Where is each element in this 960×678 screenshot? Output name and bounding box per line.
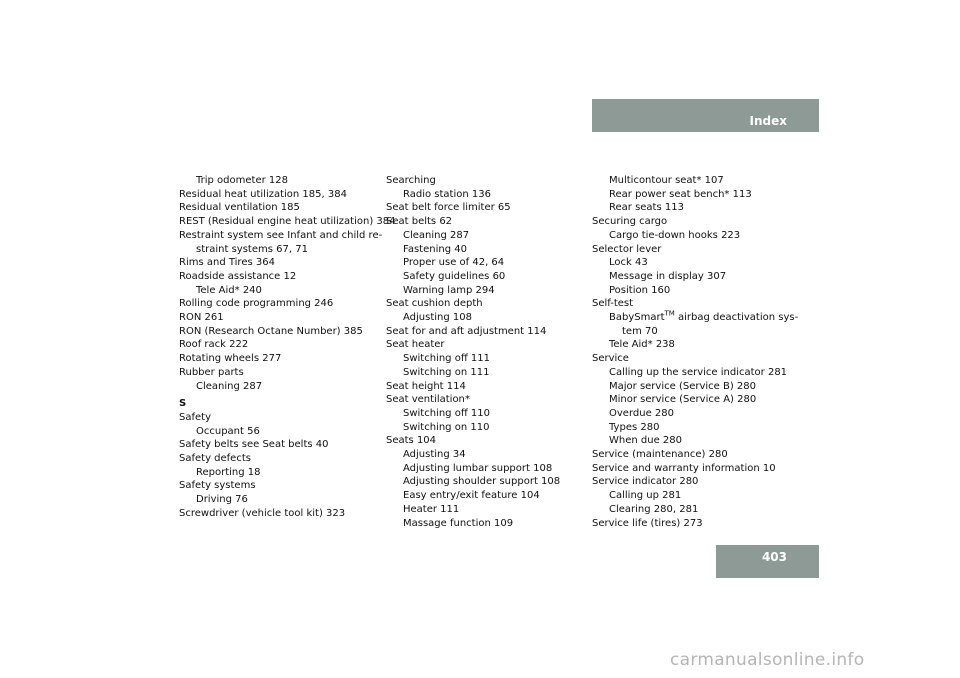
index-entry	[179, 311, 379, 325]
entry-text: Message in display 307	[609, 270, 727, 282]
entry-text: Safety	[179, 411, 211, 423]
index-letter-heading	[179, 397, 379, 411]
index-subentry	[179, 425, 379, 439]
index-entry	[386, 215, 586, 229]
entry-text: Switching on 111	[403, 366, 490, 378]
entry-text: RON 261	[179, 312, 224, 324]
index-subentry	[592, 188, 802, 202]
index-entry	[179, 325, 379, 339]
entry-text: Selector lever	[592, 243, 662, 255]
entry-text: Occupant 56	[196, 425, 260, 437]
index-subentry	[592, 338, 802, 352]
index-entry	[179, 352, 379, 366]
index-subentry	[179, 380, 379, 394]
index-column-2	[386, 174, 586, 530]
entry-text: Service (maintenance) 280	[592, 449, 728, 461]
index-entry	[179, 270, 379, 284]
index-entry	[179, 479, 379, 493]
index-entry	[592, 352, 802, 366]
entry-text: Rear seats 113	[609, 202, 684, 214]
index-subentry	[592, 407, 802, 421]
entry-text: Fastening 40	[403, 243, 467, 255]
index-subentry	[386, 503, 586, 517]
entry-text: Warning lamp 294	[403, 284, 495, 296]
entry-text: Searching	[386, 175, 436, 186]
entry-text: Clearing 280, 281	[609, 503, 699, 515]
entry-text: Residual ventilation 185	[179, 202, 300, 214]
index-subentry	[592, 311, 802, 325]
index-subentry	[592, 434, 802, 448]
entry-text: Minor service (Service A) 280	[609, 394, 757, 406]
index-subentry	[592, 503, 802, 517]
entry-text: Safety belts see Seat belts 40	[179, 439, 329, 451]
entry-text: Seat heater	[386, 339, 445, 351]
index-entry	[179, 452, 379, 466]
index-entry	[386, 174, 586, 188]
index-column-1	[179, 174, 396, 521]
index-subentry	[386, 188, 586, 202]
entry-text: Adjusting lumbar support 108	[403, 462, 553, 474]
index-entry	[179, 256, 379, 270]
index-subentry	[179, 466, 379, 480]
entry-text: Service and warranty information 10	[592, 462, 776, 474]
index-subentry	[592, 421, 802, 435]
index-subentry	[386, 462, 586, 476]
entry-text: Radio station 136	[403, 188, 491, 200]
index-subentry	[592, 284, 802, 298]
entry-text: Easy entry/exit feature 104	[403, 490, 540, 502]
index-column-3	[592, 174, 802, 530]
entry-text: Seat cushion depth	[386, 298, 483, 310]
index-entry	[386, 434, 586, 448]
entry-text: Seat belts 62	[386, 216, 453, 228]
entry-text: BabySmart	[609, 312, 665, 324]
entry-text: RON (Research Octane Number) 385	[179, 325, 363, 337]
entry-text: Seat ventilation*	[386, 394, 470, 406]
index-entry	[386, 380, 586, 394]
entry-text: S	[179, 398, 187, 410]
entry-text: Cleaning 287	[403, 229, 470, 241]
index-subentry	[386, 475, 586, 489]
entry-text: REST (Residual engine heat utilization) 384	[179, 216, 396, 228]
index-entry	[179, 411, 379, 425]
entry-text: Residual heat utilization 185, 384	[179, 188, 347, 200]
index-subentry	[386, 407, 586, 421]
index-entry	[179, 215, 396, 229]
index-entry	[386, 325, 586, 339]
index-subentry	[386, 366, 586, 380]
entry-text: Seat for and aft adjustment 114	[386, 325, 547, 337]
index-subentry	[179, 493, 379, 507]
entry-text: Cargo tie-down hooks 223	[609, 229, 741, 241]
entry-text: Service indicator 280	[592, 476, 699, 488]
entry-text: Securing cargo	[592, 216, 668, 228]
index-subentry	[592, 270, 802, 284]
index-subentry	[592, 393, 802, 407]
index-entry	[592, 243, 802, 257]
index-subentry	[592, 174, 802, 188]
entry-text: Cleaning 287	[196, 380, 263, 392]
index-entry	[179, 229, 383, 243]
entry-text: Adjusting 108	[403, 312, 472, 324]
entry-text: Rubber parts	[179, 366, 244, 378]
index-entry	[592, 448, 802, 462]
index-entry	[179, 366, 379, 380]
entry-text: Seat belt force limiter 65	[386, 202, 511, 214]
entry-text: Driving 76	[196, 494, 248, 506]
index-subentry	[386, 421, 586, 435]
index-entry	[592, 475, 802, 489]
entry-text: Major service (Service B) 280	[609, 380, 757, 392]
watermark: carmanualsonline.info	[670, 650, 865, 670]
entry-text: Seat height 114	[386, 380, 466, 392]
index-subentry	[592, 229, 802, 243]
entry-text: Multicontour seat* 107	[609, 175, 724, 186]
entry-text: Switching off 111	[403, 353, 490, 365]
entry-text: Calling up the service indicator 281	[609, 366, 788, 378]
entry-text: Self-test	[592, 298, 634, 310]
entry-text: straint systems 67, 71	[196, 243, 308, 255]
index-entry	[179, 438, 379, 452]
entry-text: Rolling code programming 246	[179, 298, 334, 310]
index-subentry	[386, 489, 586, 503]
page-number: 403	[761, 550, 787, 564]
section-title: Index	[749, 114, 787, 128]
entry-text: Trip odometer 128	[196, 175, 288, 186]
index-subentry	[386, 229, 586, 243]
index-subentry	[179, 243, 379, 257]
index-subentry	[592, 366, 802, 380]
index-entry	[179, 507, 379, 521]
index-entry	[386, 338, 586, 352]
entry-text: Tele Aid* 240	[196, 284, 262, 296]
index-subentry	[386, 517, 586, 531]
entry-text: Proper use of 42, 64	[403, 257, 505, 269]
entry-text: Reporting 18	[196, 466, 261, 478]
entry-text: Screwdriver (vehicle tool kit) 323	[179, 507, 346, 519]
index-entry	[592, 517, 802, 531]
entry-text: Types 280	[609, 421, 660, 433]
entry-text: Roof rack 222	[179, 339, 249, 351]
index-subentry	[592, 489, 802, 503]
index-subentry	[386, 243, 586, 257]
entry-text: Adjusting shoulder support 108	[403, 476, 561, 488]
section-header-tab	[592, 99, 819, 132]
entry-text: tem 70	[622, 325, 658, 337]
entry-text: Roadside assistance 12	[179, 270, 297, 282]
entry-text: When due 280	[609, 435, 682, 447]
index-entry	[386, 393, 586, 407]
entry-text: Calling up 281	[609, 490, 682, 502]
entry-text: Service life (tires) 273	[592, 517, 703, 529]
index-subentry	[386, 352, 586, 366]
index-entry	[179, 201, 379, 215]
index-subentry	[386, 448, 586, 462]
index-subentry	[386, 270, 586, 284]
entry-text: Safety systems	[179, 480, 256, 492]
entry-text: Restraint system see Infant and child re-	[179, 229, 383, 241]
index-subentry	[179, 284, 379, 298]
index-subentry	[179, 174, 379, 188]
index-entry	[592, 215, 802, 229]
index-entry	[386, 297, 586, 311]
index-entry	[386, 201, 586, 215]
trademark-superscript: TM	[664, 309, 675, 318]
entry-text: Safety guidelines 60	[403, 270, 506, 282]
entry-text: Service	[592, 353, 629, 365]
page-number-tab	[716, 545, 819, 578]
index-entry	[592, 297, 802, 311]
index-subentry	[592, 201, 802, 215]
entry-text: Heater 111	[403, 503, 460, 515]
entry-text: Tele Aid* 238	[609, 339, 675, 351]
entry-text-continued: airbag deactivation sys-	[674, 312, 799, 324]
index-entry	[179, 297, 379, 311]
entry-text: Safety defects	[179, 453, 251, 465]
entry-text: Rotating wheels 277	[179, 353, 282, 365]
entry-text: Rims and Tires 364	[179, 257, 275, 269]
index-subentry	[386, 256, 586, 270]
index-subentry	[592, 256, 802, 270]
index-subentry	[386, 284, 586, 298]
index-subentry	[386, 311, 586, 325]
entry-text: Switching on 110	[403, 421, 490, 433]
entry-text: Switching off 110	[403, 407, 490, 419]
entry-text: Overdue 280	[609, 407, 674, 419]
entry-text: Massage function 109	[403, 517, 514, 529]
entry-text: Adjusting 34	[403, 449, 466, 461]
index-entry	[179, 338, 379, 352]
entry-text: Seats 104	[386, 435, 437, 447]
entry-text: Lock 43	[609, 257, 648, 269]
index-entry	[592, 462, 802, 476]
index-subentry	[592, 325, 802, 339]
index-entry	[179, 188, 379, 202]
entry-text: Position 160	[609, 284, 671, 296]
index-subentry	[592, 380, 802, 394]
entry-text: Rear power seat bench* 113	[609, 188, 752, 200]
